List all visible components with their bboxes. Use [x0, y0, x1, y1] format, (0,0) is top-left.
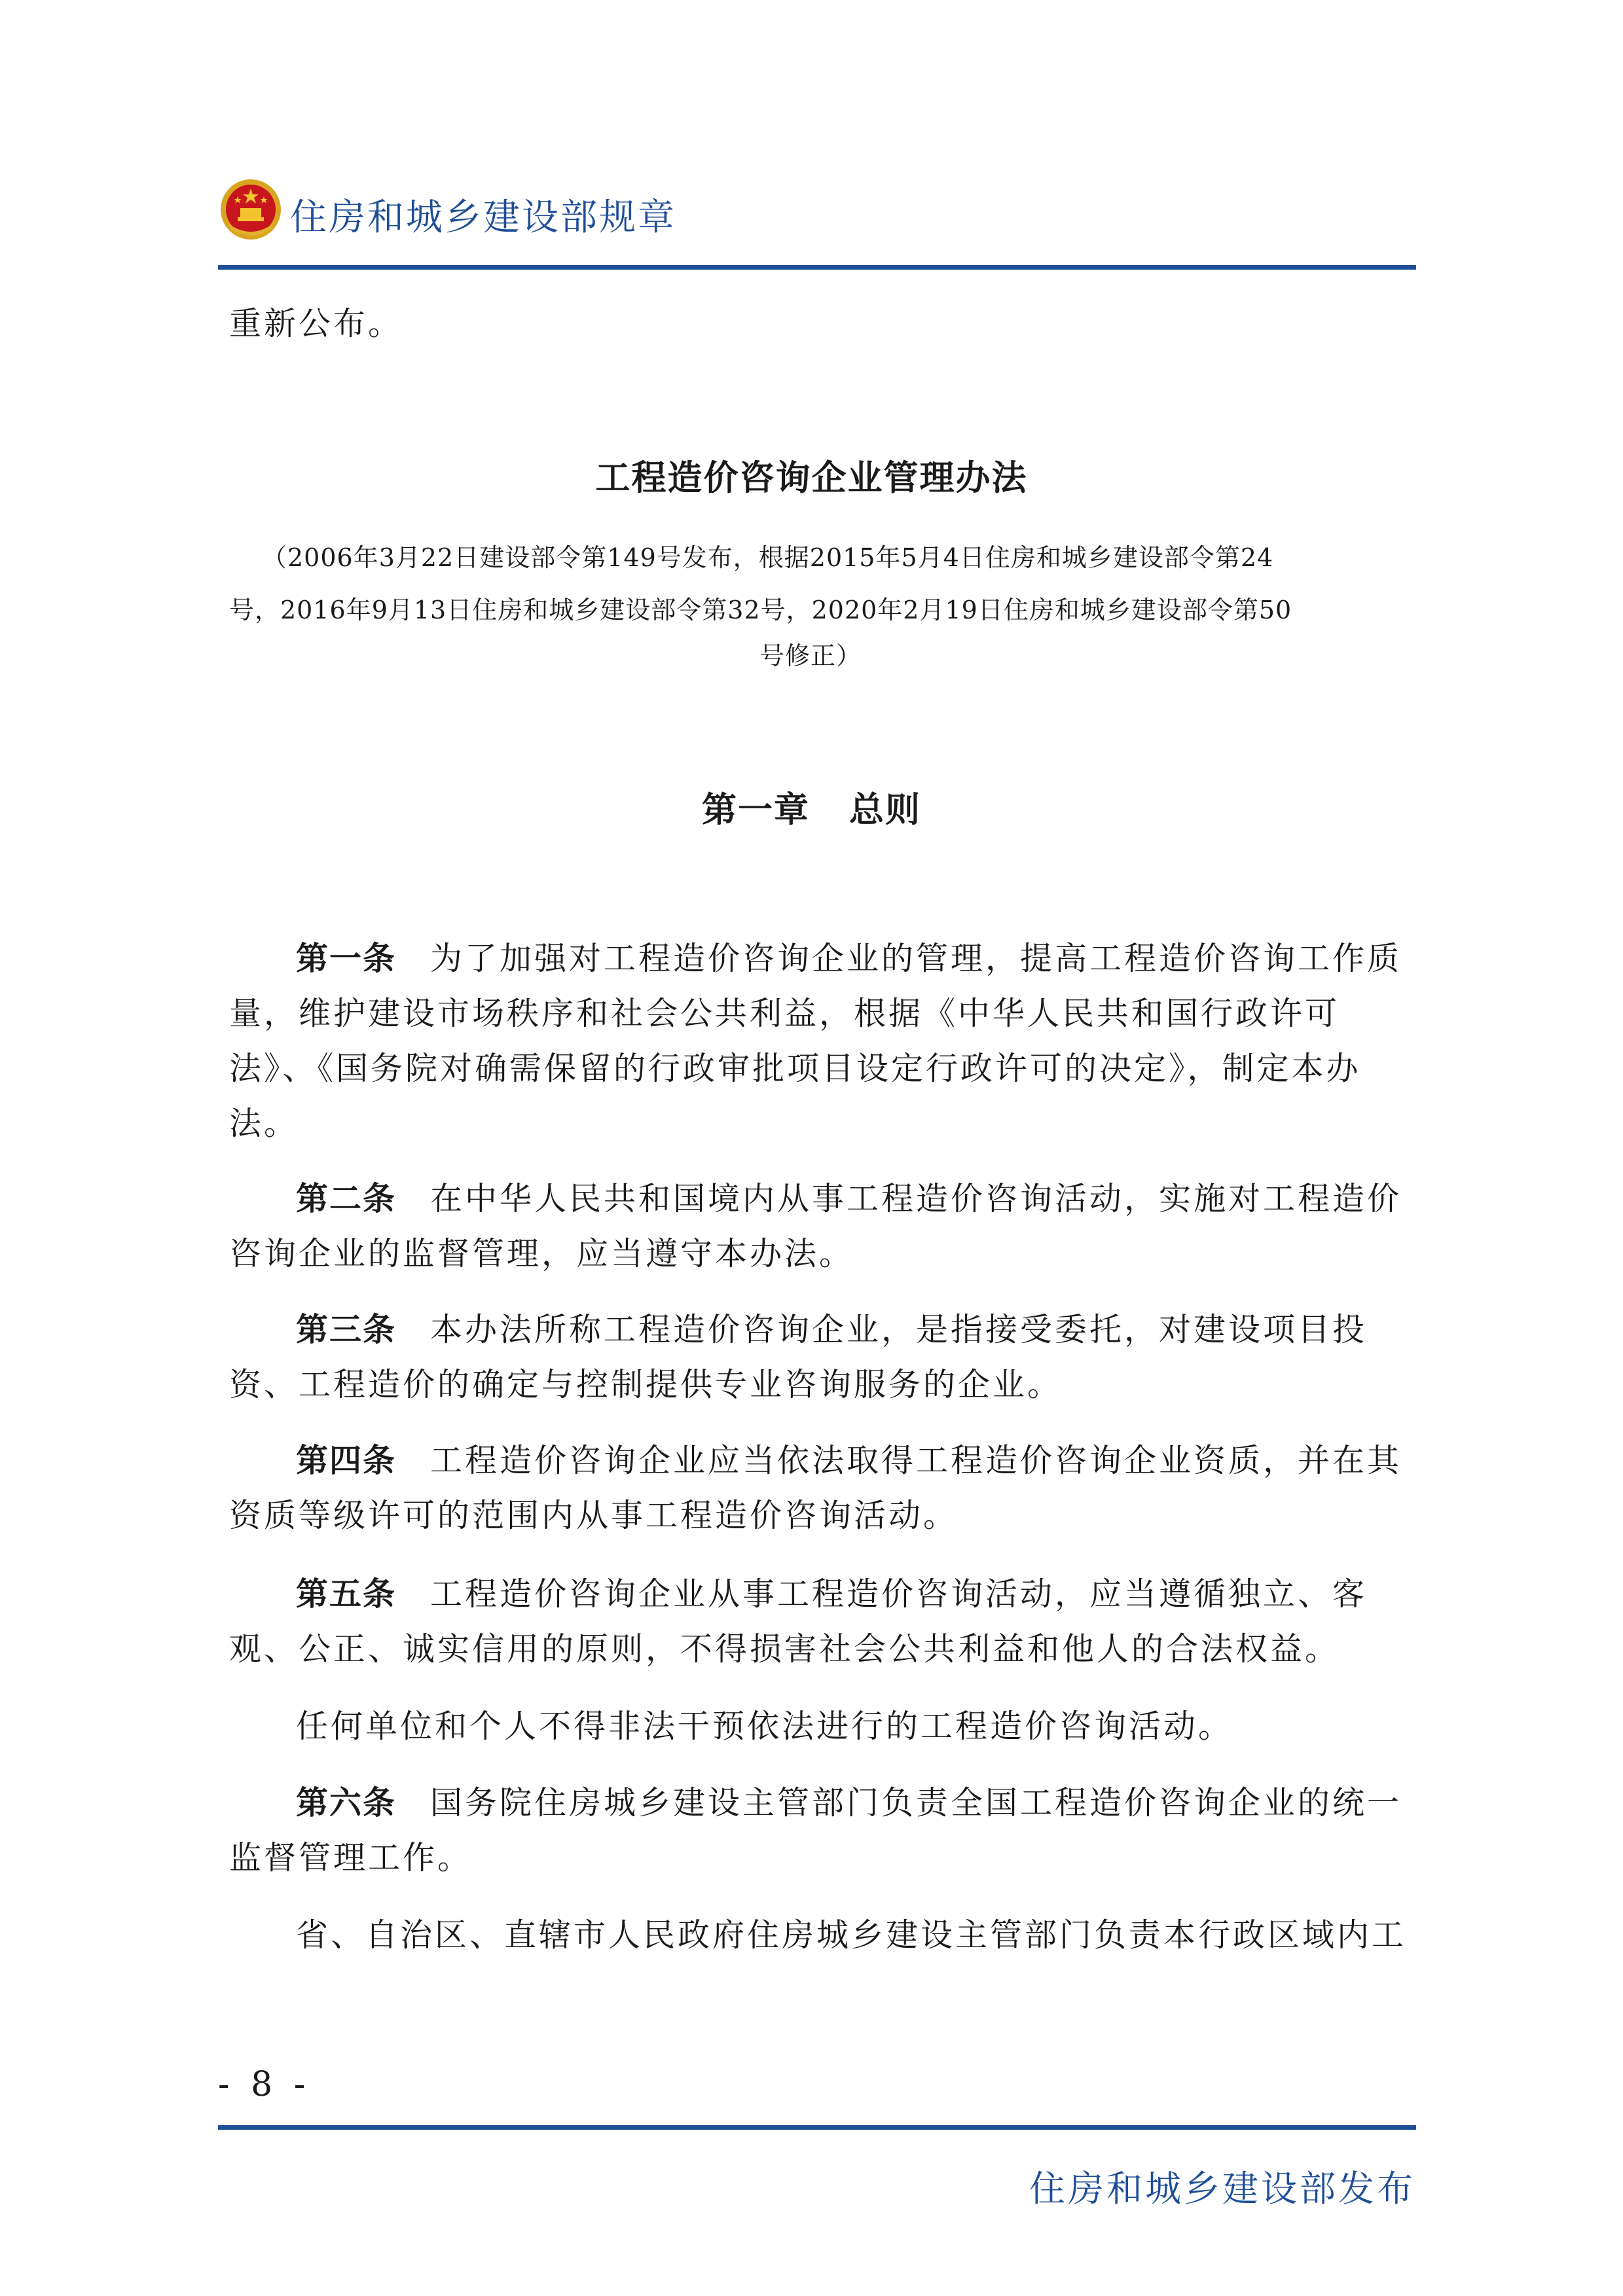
article-6-text-2: 监督管理工作。: [229, 1839, 473, 1876]
chapter-name: 总则: [849, 790, 921, 830]
article-3-text-2: 资、工程造价的确定与控制提供专业咨询服务的企业。: [229, 1366, 1063, 1403]
article-1-text-4: 法。: [229, 1105, 299, 1142]
article-2-label: 第二条: [296, 1180, 397, 1217]
article-3-text-1: 本办法所称工程造价咨询企业，是指接受委托，对建设项目投: [430, 1311, 1368, 1348]
article-5-label: 第五条: [296, 1575, 397, 1613]
article-6-text-1: 国务院住房城乡建设主管部门负责全国工程造价咨询企业的统一: [430, 1784, 1402, 1821]
document-title: 工程造价咨询企业管理办法: [595, 458, 1028, 498]
article-5-first-line: [296, 1567, 1367, 1622]
page-header: [218, 177, 1416, 249]
article-4-text-2: 资质等级许可的范围内从事工程造价咨询活动。: [229, 1497, 958, 1534]
article-6-paragraph-2: 省、自治区、直辖市人民政府住房城乡建设主管部门负责本行政区域内工: [296, 1916, 1407, 1954]
article-6-label: 第六条: [296, 1784, 397, 1821]
page-number: - 8 -: [218, 2065, 311, 2104]
article-4-label: 第四条: [296, 1442, 397, 1479]
footer-publisher: 住房和城乡建设部发布: [1029, 2168, 1415, 2210]
article-2-text-1: 在中华人民共和国境内从事工程造价咨询活动，实施对工程造价: [430, 1180, 1402, 1217]
amendment-note-line-1: （2006年3月22日建设部令第149号发布，根据2015年5月4日住房和城乡建设部令第24: [262, 543, 1274, 572]
article-3-label: 第三条: [296, 1311, 397, 1348]
article-1-text-2: 量，维护建设市场秩序和社会公共利益，根据《中华人民共和国行政许可: [229, 995, 1340, 1032]
amendment-note-line-3: 号修正）: [759, 641, 862, 670]
footer-divider: [218, 2125, 1416, 2130]
chapter-number: 第一章: [702, 790, 810, 830]
amendment-note-line-2: 号，2016年9月13日住房和城乡建设部令第32号，2020年2月19日住房和城乡建设部令第50: [229, 596, 1292, 624]
article-1-text-1: 为了加强对工程造价咨询企业的管理，提高工程造价咨询工作质: [430, 940, 1402, 977]
article-1-first-line: [296, 931, 1402, 986]
article-4-text-1: 工程造价咨询企业应当依法取得工程造价咨询企业资质，并在其: [430, 1442, 1402, 1479]
article-3-first-line: [296, 1302, 1367, 1357]
continuation-text: 重新公布。: [229, 305, 403, 342]
national-emblem-icon: [218, 177, 283, 242]
header-divider: [218, 265, 1416, 270]
article-4-first-line: [296, 1433, 1402, 1488]
article-1-text-3: 法》、《国务院对确需保留的行政审批项目设定行政许可的决定》，制定本办: [229, 1050, 1361, 1087]
chapter-heading: [0, 782, 1623, 832]
article-5-paragraph-2: 任何单位和个人不得非法干预依法进行的工程造价咨询活动。: [296, 1708, 1233, 1745]
article-6-first-line: [296, 1776, 1402, 1831]
article-5-text-2: 观、公正、诚实信用的原则，不得损害社会公共利益和他人的合法权益。: [229, 1630, 1340, 1668]
article-5-text-1: 工程造价咨询企业从事工程造价咨询活动，应当遵循独立、客: [430, 1575, 1368, 1613]
article-2-first-line: [296, 1172, 1402, 1227]
header-title: 住房和城乡建设部规章: [290, 196, 676, 239]
article-2-text-2: 咨询企业的监督管理，应当遵守本办法。: [229, 1235, 854, 1272]
article-1-label: 第一条: [296, 940, 397, 977]
